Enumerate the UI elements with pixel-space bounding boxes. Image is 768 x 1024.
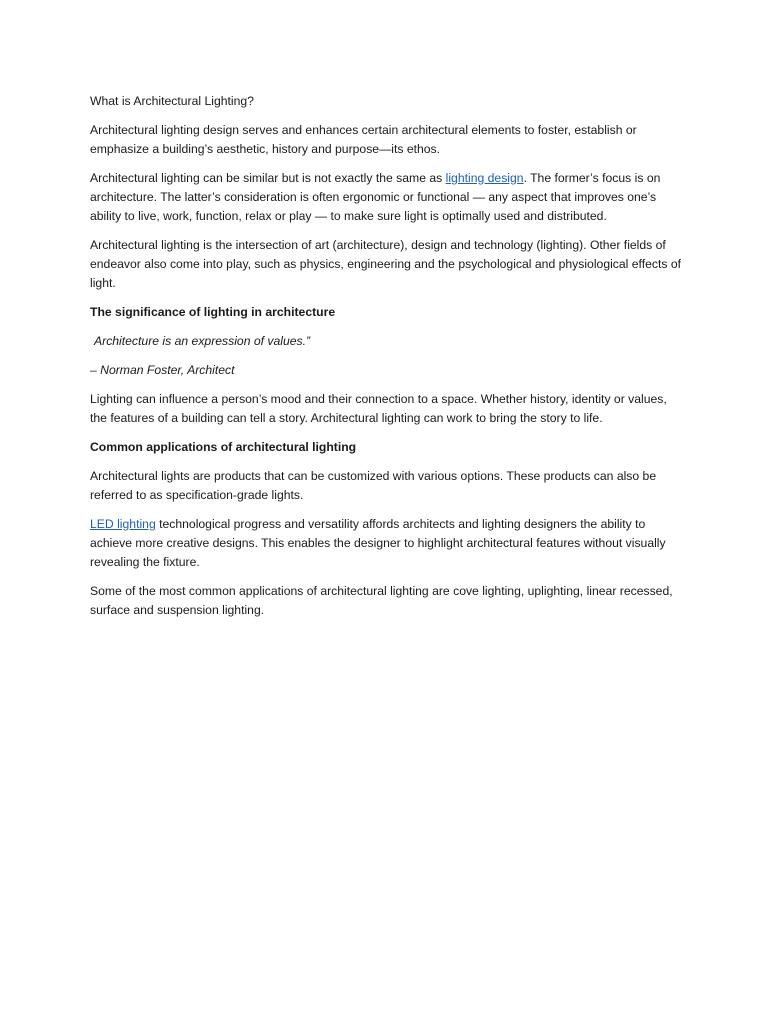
- quote-text: Architecture is an expression of values.”: [94, 334, 311, 348]
- paragraph-common-applications: Some of the most common applications of architectural lighting are cove lighting, uplighting, linear recessed, surface and suspension lighting.: [90, 584, 673, 617]
- quote-attribution: – Norman Foster, Architect: [90, 363, 235, 377]
- paragraph-intersection: Architectural lighting is the intersection of art (architecture), design and technology (lighting). Other fields of endeavor also come into play, such as physics, engineering and the psychological and physiological effects of light.: [90, 238, 682, 290]
- heading-applications: Common applications of architectural lighting: [90, 440, 357, 454]
- paragraph-comparison-text-end: . The former’s focus is on architecture. The latter’s consideration is often ergonomic or functional — any aspect that improves one’s ability to live, work, function, relax or play — to make sure light is optimally used and distributed.: [90, 171, 661, 223]
- paragraph-comparison: [90, 169, 682, 226]
- document-title: What is Architectural Lighting?: [90, 94, 254, 108]
- paragraph-led-text: technological progress and versatility affords architects and lighting designers the ability to achieve more creative designs. This enables the designer to highlight architectural features without visually revealing the fixture.: [90, 517, 666, 569]
- paragraph-comparison-text-start: Architectural lighting can be similar but is not exactly the same as: [90, 171, 446, 185]
- paragraph-products: Architectural lights are products that can be customized with various options. These products can also be referred to as specification-grade lights.: [90, 469, 657, 502]
- paragraph-led: [90, 515, 682, 572]
- document-page: [90, 92, 682, 630]
- led-lighting-link[interactable]: LED lighting: [90, 517, 156, 531]
- heading-significance: The significance of lighting in architecture: [90, 305, 336, 319]
- paragraph-intro: Architectural lighting design serves and enhances certain architectural elements to foster, establish or emphasize a building’s aesthetic, history and purpose—its ethos.: [90, 123, 637, 156]
- paragraph-mood: Lighting can influence a person’s mood and their connection to a space. Whether history, identity or values, the features of a building can tell a story. Architectural lighting can work to bring the story to life.: [90, 392, 667, 425]
- lighting-design-link[interactable]: lighting design: [445, 171, 524, 185]
